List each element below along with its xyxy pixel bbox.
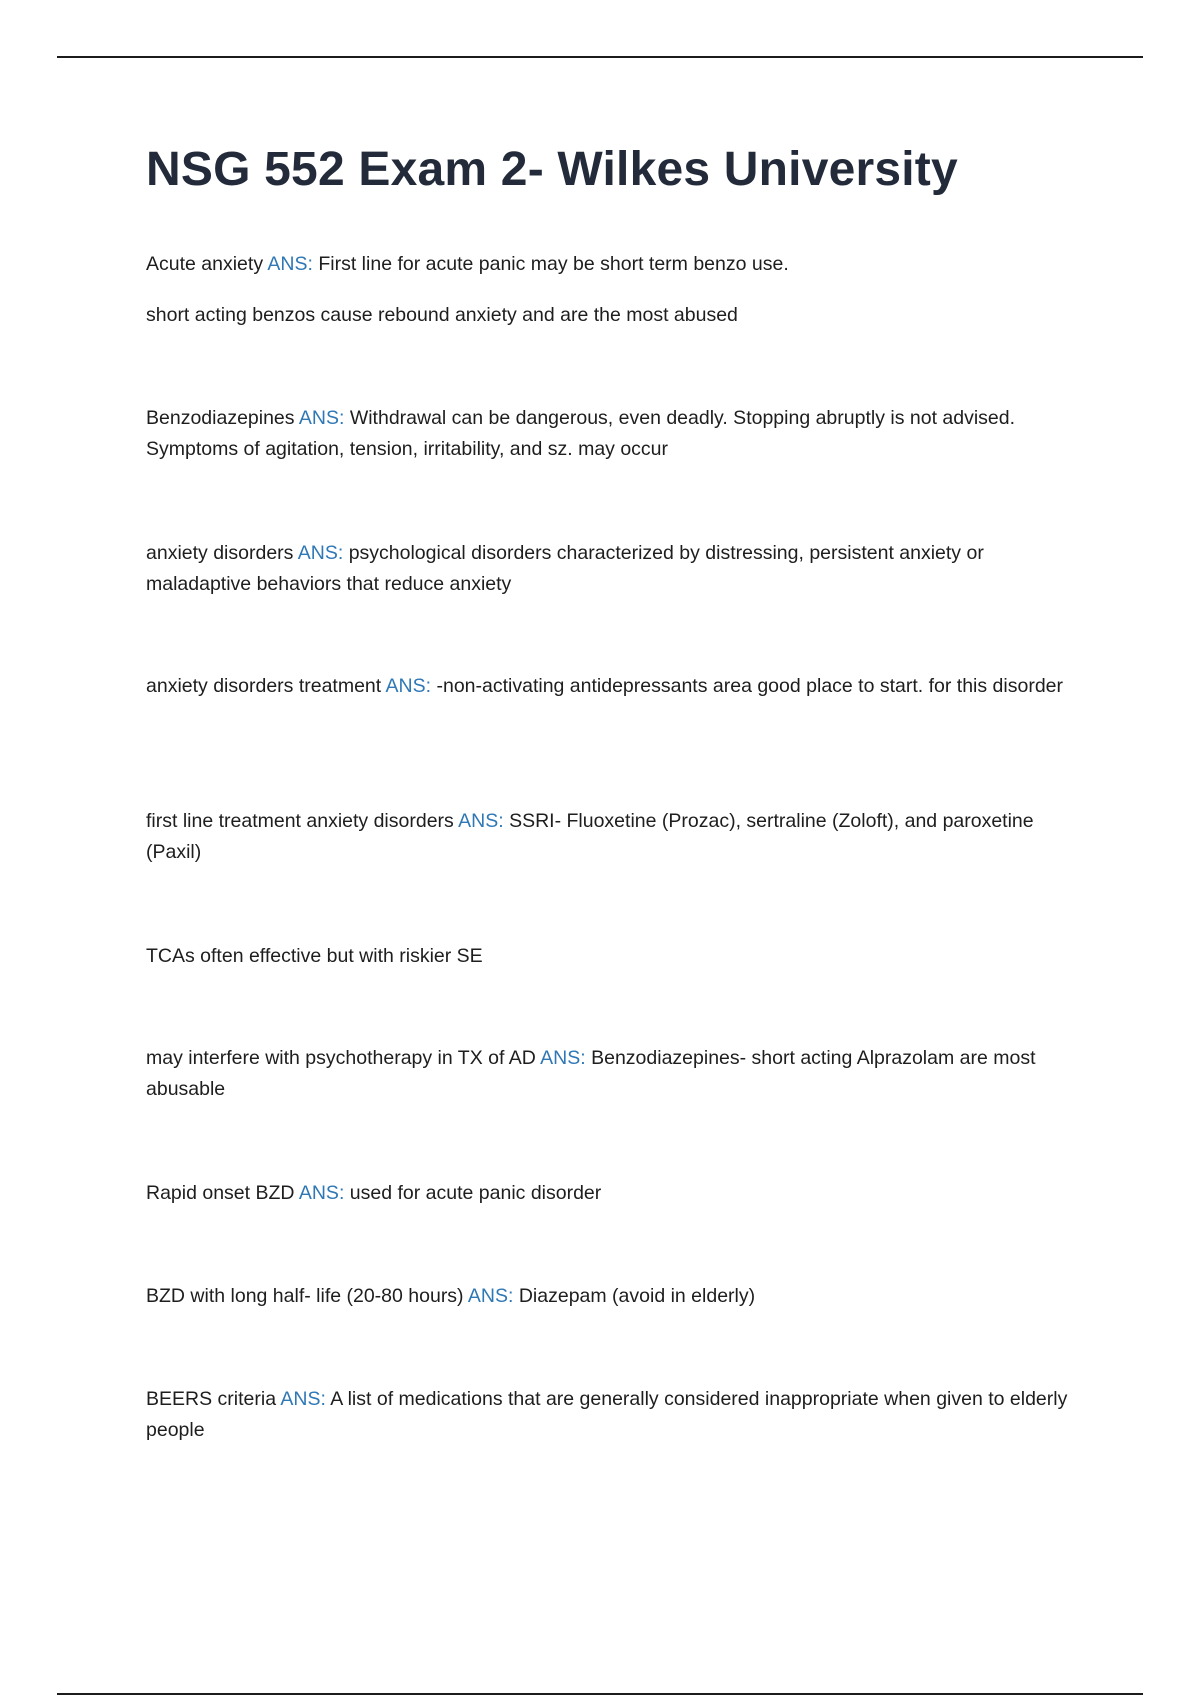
entry-term: anxiety disorders xyxy=(146,542,294,564)
ans-label: ANS: xyxy=(297,542,344,564)
entry-beers-criteria xyxy=(146,1384,1076,1446)
entry-term: Rapid onset BZD xyxy=(146,1182,295,1204)
ans-label: ANS: xyxy=(280,1388,326,1410)
entry-term: BEERS criteria xyxy=(146,1388,277,1410)
top-rule xyxy=(57,56,1143,58)
entry-term: may interfere with psychotherapy in TX of AD xyxy=(146,1047,536,1069)
entry-long-half-life-bzd xyxy=(146,1281,1076,1312)
entry-rapid-onset-bzd xyxy=(146,1178,1076,1209)
entry-benzodiazepines xyxy=(146,403,1076,465)
entry-answer: psychological disorders characterized by distressing, persistent anxiety or maladaptive behaviors that reduce anxiety xyxy=(146,542,984,595)
entry-answer: Diazepam (avoid in elderly) xyxy=(518,1285,756,1307)
entry-answer: SSRI- Fluoxetine (Prozac), sertraline (Zoloft), and paroxetine (Paxil) xyxy=(146,810,1034,863)
entry-term: BZD with long half- life (20-80 hours) xyxy=(146,1285,464,1307)
entry-text: short acting benzos cause rebound anxiety and are the most abused xyxy=(146,304,738,326)
entry-answer: Benzodiazepines- short acting Alprazolam are most abusable xyxy=(146,1047,1036,1100)
ans-label: ANS: xyxy=(267,253,313,275)
entry-term: first line treatment anxiety disorders xyxy=(146,810,454,832)
ans-label: ANS: xyxy=(385,675,432,697)
entry-note-short-acting xyxy=(146,300,1076,331)
document-title: NSG 552 Exam 2- Wilkes University xyxy=(146,143,958,196)
entry-text: TCAs often effective but with riskier SE xyxy=(146,945,483,967)
entry-answer: Withdrawal can be dangerous, even deadly. Stopping abruptly is not advised. Symptoms of agitation, tension, irritability, and sz. may occur xyxy=(146,407,1016,460)
ans-label: ANS: xyxy=(467,1285,514,1307)
ans-label: ANS: xyxy=(540,1047,586,1069)
entry-anxiety-disorders-treatment xyxy=(146,671,1076,702)
entry-answer: used for acute panic disorder xyxy=(349,1182,602,1204)
entry-answer: A list of medications that are generally considered inappropriate when given to elderly people xyxy=(146,1388,1068,1441)
entry-answer: -non-activating antidepressants area good place to start. for this disorder xyxy=(436,675,1063,697)
bottom-rule xyxy=(57,1693,1143,1695)
entry-anxiety-disorders xyxy=(146,538,1076,600)
entry-term: anxiety disorders treatment xyxy=(146,675,382,697)
ans-label: ANS: xyxy=(458,810,504,832)
entry-first-line-treatment xyxy=(146,806,1076,868)
ans-label: ANS: xyxy=(298,1182,345,1204)
entry-answer: First line for acute panic may be short term benzo use. xyxy=(318,253,789,275)
entry-note-tcas xyxy=(146,941,1076,972)
entry-term: Benzodiazepines xyxy=(146,407,295,429)
entry-term: Acute anxiety xyxy=(146,253,264,275)
ans-label: ANS: xyxy=(298,407,345,429)
entry-acute-anxiety xyxy=(146,249,1076,280)
entry-psychotherapy-interference xyxy=(146,1043,1076,1105)
